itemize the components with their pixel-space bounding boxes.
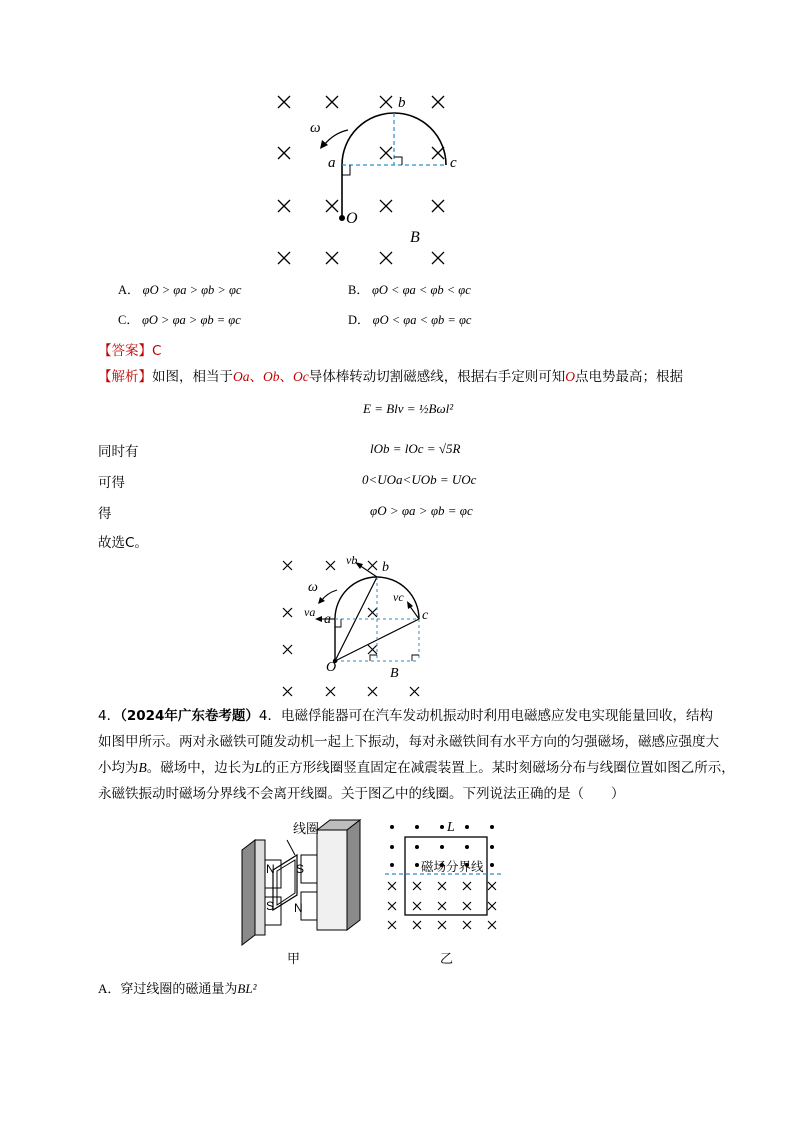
equation-4: φO > φa > φb = φc [370, 503, 473, 518]
question-var-B: B [138, 760, 147, 775]
answer-line [98, 339, 161, 359]
conclusion: 故选C。 [98, 535, 148, 551]
option-B-letter: B． [348, 283, 369, 297]
equation-2: lOb = lOc = √5R [370, 441, 461, 456]
label-obtain: 可得 [98, 475, 125, 491]
option-4A[interactable] [98, 978, 256, 997]
option-D-expr: φO < φa < φb = φc [372, 313, 472, 327]
analysis-sep-2: 、 [279, 369, 293, 385]
question-text-1: 4．电磁俘能器可在汽车发动机振动时利用电磁感应发电实现能量回收，结构 [258, 708, 714, 724]
label-omega: ω [310, 120, 321, 136]
question-source: （2024年广东卷考题） [120, 708, 259, 724]
label-a-2: a [324, 612, 331, 627]
omega-arrow-2 [321, 590, 337, 601]
magnet-N-1: N [266, 862, 275, 876]
analysis-var-3: Oc [293, 369, 309, 384]
analysis-text-2: 导体棒转动切割磁感线，根据右手定则可知 [308, 369, 566, 385]
label-get: 得 [98, 506, 112, 522]
question-text-3e: 的正方形线圈竖直固定在减震装置上。某时刻磁场分布与线圈位置如图乙所示， [262, 760, 735, 776]
crosses [388, 882, 496, 929]
figure-yi [380, 815, 510, 940]
pivot-point [339, 215, 345, 221]
label-same-time: 同时有 [98, 444, 139, 460]
analysis-var-4: O [565, 369, 575, 384]
answer-value: C [152, 343, 162, 359]
analysis-sep-1: 、 [249, 369, 263, 385]
magnet-N-2: N [294, 901, 303, 915]
label-c: c [450, 155, 457, 171]
label-vb: vb [346, 553, 358, 567]
question-4-line-3 [98, 755, 735, 781]
question-text-3a: 小均为 [98, 760, 139, 776]
analysis-var-1: Oa [233, 369, 250, 384]
analysis-var-2: Ob [263, 369, 280, 384]
option-4A-letter: A． [98, 981, 121, 996]
option-C[interactable] [118, 310, 241, 328]
question-number: 4． [98, 708, 121, 724]
figure-rotating-rod [260, 85, 480, 270]
caption-jia: 甲 [287, 952, 301, 967]
label-B: B [410, 229, 420, 246]
option-B-expr: φO < φa < φb < φc [371, 283, 471, 297]
option-4A-text: 穿过线圈的磁通量为 [120, 982, 238, 997]
option-D[interactable] [348, 310, 471, 328]
question-text-3c: 。磁场中，边长为 [146, 760, 255, 776]
label-O: O [346, 210, 358, 227]
label-omega-2: ω [308, 580, 318, 595]
analysis-tag: 【解析】 [98, 369, 152, 385]
omega-arrow [324, 130, 348, 145]
equation-1: E = Blv = ½Bωl² [363, 401, 454, 416]
option-A[interactable] [118, 280, 241, 298]
analysis-line [98, 365, 683, 385]
caption-yi: 乙 [440, 952, 454, 967]
question-var-L: L [254, 760, 263, 775]
label-c-2: c [422, 608, 429, 623]
label-O-2: O [326, 660, 337, 675]
question-4-line-4: 永磁铁振动时磁场分界线不会离开线圈。关于图乙中的线圈。下列说法正确的是（ ） [98, 786, 625, 802]
right-angle-marks [342, 157, 402, 175]
magnet-S-2: S [296, 862, 305, 876]
label-b-2: b [382, 560, 389, 575]
coil-label: 线圈 [293, 822, 320, 837]
analysis-text-3: 点电势最高；根据 [575, 369, 683, 385]
label-va: va [304, 605, 316, 619]
label-B-2: B [390, 666, 399, 681]
analysis-text-1: 如图，相当于 [152, 369, 233, 385]
option-C-letter: C． [118, 313, 139, 327]
question-4-line-2: 如图甲所示。两对永磁铁可随发动机一起上下振动，每对永磁铁间有水平方向的匀强磁场，磁感应强度大 [98, 734, 719, 750]
option-B[interactable] [348, 280, 471, 298]
option-4A-expr: BL² [237, 981, 257, 996]
answer-tag: 【答案】 [98, 343, 152, 359]
question-4 [98, 703, 735, 807]
figure-velocity-diagram [275, 555, 455, 700]
label-b: b [398, 95, 406, 111]
label-L: L [447, 820, 455, 835]
option-A-letter: A． [118, 283, 140, 297]
label-a: a [328, 155, 336, 171]
option-C-expr: φO > φa > φb = φc [141, 313, 241, 327]
equation-3: 0<UOa<UOb = UOc [362, 472, 477, 487]
boundary-label: 磁场分界线 [421, 859, 484, 874]
question-4-line-1 [98, 703, 718, 729]
label-vc: vc [393, 590, 404, 604]
option-D-letter: D． [348, 313, 370, 327]
magnet-S-1: S [266, 899, 275, 913]
option-A-expr: φO > φa > φb > φc [142, 283, 242, 297]
